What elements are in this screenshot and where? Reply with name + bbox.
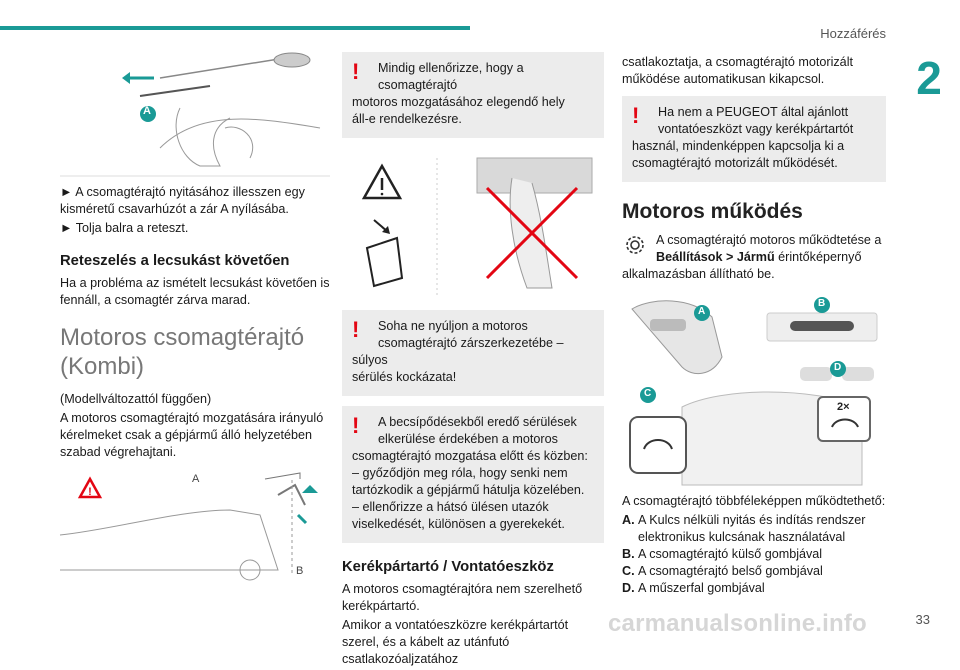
do-not-touch-illustration	[342, 148, 604, 300]
warning-icon: !	[352, 413, 360, 438]
mode-item: B. A csomagtérajtó külső gombjával	[622, 547, 823, 561]
warning-non-peugeot: ! Ha nem a PEUGEOT által ajánlott vontatóeszközt vagy kerékpártartót használ, mindenképpen kapcsolja ki a csomagtérajtó motorizált működését.	[622, 96, 886, 182]
label-b-dimension: B	[296, 565, 304, 577]
warning-icon: !	[352, 317, 360, 342]
towbar-text-1: A motoros csomagtérajtóra nem szerelhető kerékpártartó.	[342, 582, 583, 613]
tailgate-lock-illustration	[60, 48, 330, 176]
mode-item: C. A csomagtérajtó belső gombjával	[622, 564, 823, 578]
warning-pinch: ! A becsípődésekből eredő sérülések elkerülése érdekében a motoros csomagtérajtó mozgatása előtt és közben: – győződjön meg róla, hogy senki nem tartózkodik a gépjármű hátulja közelében. – ellenőrizze a hátsó ülésen utazók viselkedését, különösen a gyerekekét.	[342, 406, 604, 543]
label-a-key: A	[698, 306, 706, 317]
column-3	[622, 48, 886, 597]
label-a: A	[143, 105, 151, 117]
column-1	[60, 48, 330, 587]
column-2	[342, 48, 604, 670]
modes-list	[622, 512, 886, 597]
chapter-number: 2	[916, 52, 942, 104]
settings-note: A csomagtérajtó motoros működtetése a Beállítások > Jármű érintőképernyő alkalmazásban állítható be.	[622, 233, 882, 281]
mode-item: D. A műszerfal gombjával	[622, 581, 765, 595]
label-d-dashboard: D	[834, 362, 842, 373]
page-number: 33	[915, 612, 930, 627]
warning-space-check: ! Mindig ellenőrizze, hogy a csomagtérajtó motoros mozgatásához elegendő hely áll-e rendelkezésre.	[342, 52, 604, 138]
watermark: carmanualsonline.info	[608, 610, 867, 637]
heading-motor-operation: Motoros működés	[622, 200, 803, 223]
towbar-text-cont: csatlakoztatja, a csomagtérajtó motorizált működése automatikusan kikapcsol.	[622, 55, 853, 86]
relock-text: Ha a probléma az ismételt lecsukást követően is fennáll, a csomagtér zárva marad.	[60, 276, 330, 307]
car-clearance-illustration	[60, 475, 330, 587]
press-twice-label: 2×	[837, 401, 850, 413]
version-note: (Modellváltozattól függően)	[60, 392, 212, 406]
label-b-external-button: B	[818, 298, 826, 309]
heading-power-tailgate: Motoros csomagtérajtó (Kombi)	[60, 324, 305, 380]
warning-icon: !	[352, 59, 360, 84]
towbar-text-2: Amikor a vontatóeszközre kerékpártartót szerel, és a kábelt az utánfutó csatlakozóaljzatához	[342, 618, 569, 666]
heading-towbar: Kerékpártartó / Vontatóeszköz	[342, 559, 554, 575]
instruction-step-1: ► A csomagtérajtó nyitásához illesszen egy kisméretű csavarhúzót a zár A nyílásába.	[60, 185, 305, 216]
mode-item: A. A Kulcs nélküli nyitás és indítás rendszer elektronikus kulcsának használatával	[622, 513, 866, 544]
modes-intro: A csomagtérajtó többféleképpen működtethető:	[622, 494, 886, 508]
power-tailgate-intro: A motoros csomagtérajtó mozgatására irányuló kérelmeket csak a gépjármű álló helyzetében szabad végrehajtani.	[60, 411, 324, 459]
warning-icon: !	[632, 103, 640, 128]
svg-text:!: !	[88, 486, 92, 498]
heading-relock: Reteszelés a lecsukást követően	[60, 253, 290, 269]
gear-icon	[622, 232, 648, 258]
operation-methods-illustration	[622, 297, 886, 485]
header-accent-bar	[0, 26, 470, 30]
label-c-internal-button: C	[644, 388, 652, 399]
warning-never-touch: ! Soha ne nyúljon a motoros csomagtérajtó zárszerkezetébe – súlyos sérülés kockázata!	[342, 310, 604, 396]
label-a-dimension: A	[192, 473, 200, 485]
section-title: Hozzáférés	[820, 26, 886, 41]
instruction-step-2: ► Tolja balra a reteszt.	[60, 221, 189, 235]
